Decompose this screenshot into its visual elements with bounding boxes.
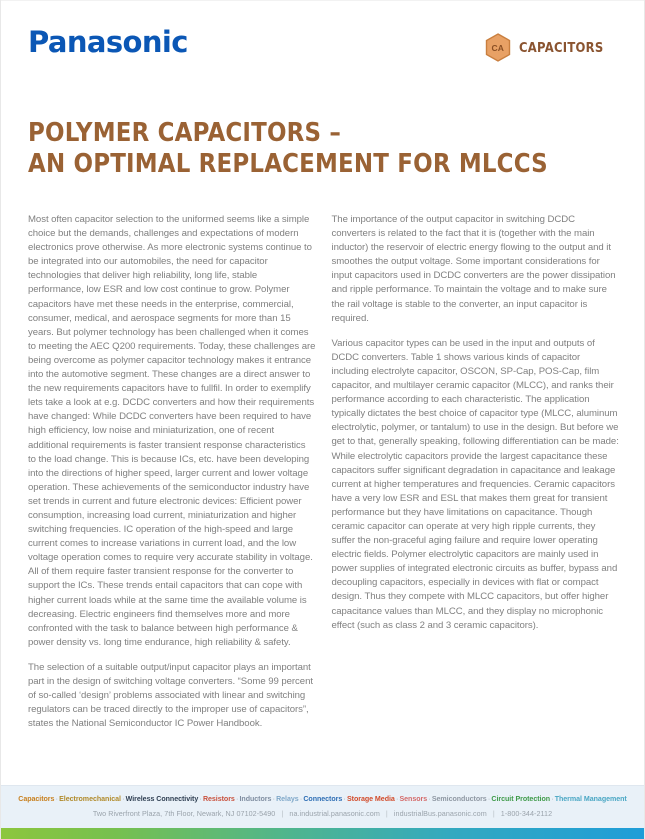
footer-link-sensors[interactable]: Sensors (399, 795, 428, 803)
page-title-line-2: AN OPTIMAL REPLACEMENT FOR MLCCS (28, 149, 548, 179)
category-badge-text: CA (491, 42, 505, 53)
footer-link-separator: · (343, 795, 346, 803)
hexagon-icon (485, 33, 511, 62)
footer-link-separator: · (395, 795, 399, 803)
page-title-line-1: POLYMER CAPACITORS – (28, 118, 342, 148)
footer-link-storage-media[interactable]: Storage Media (346, 795, 395, 803)
footer-link-circuit-protection[interactable]: Circuit Protection (491, 795, 551, 803)
footer-link-capacitors[interactable]: Capacitors (18, 795, 55, 803)
footer-link-separator: · (272, 795, 275, 803)
page-title (28, 118, 618, 180)
footer-link-separator: · (299, 795, 303, 803)
footer-link-separator: · (428, 795, 431, 803)
footer-site-link-2[interactable]: industrialBus.panasonic.com (393, 809, 487, 818)
footer-link-semiconductors[interactable]: Semiconductors (431, 795, 487, 803)
footer-contact-line (1, 809, 644, 818)
footer-link-thermal-management[interactable]: Thermal Management (554, 795, 627, 803)
footer-link-relays[interactable]: Relays (276, 795, 299, 803)
left-column (28, 213, 316, 731)
paragraph: The selection of a suitable output/input capacitor plays an important part in the design of switching voltage converters. “Some 99 percent of so-called ‘design’ problems associated with linear and switching regulators can be traced directly to the improper use of capacitors”, states the National Semiconductor IC Power Handbook. (28, 661, 313, 730)
page-header (1, 0, 644, 92)
footer-link-separator: · (55, 795, 58, 803)
footer-link-inductors[interactable]: Inductors (239, 795, 272, 803)
footer-separator: | (281, 809, 284, 818)
footer-link-resistors[interactable]: Resistors (202, 795, 235, 803)
panasonic-logo: Panasonic (28, 25, 188, 59)
footer-link-electromechanical[interactable]: Electromechanical (59, 795, 121, 803)
footer-link-separator: · (122, 795, 125, 803)
footer-link-wireless-connectivity[interactable]: Wireless Connectivity (125, 795, 199, 803)
article-body (28, 213, 619, 731)
footer-link-connectors[interactable]: Connectors (303, 795, 343, 803)
category-label: CAPACITORS (518, 39, 604, 56)
paragraph: Various capacitor types can be used in the input and outputs of DCDC converters. Table 1 shows various kinds of capacitor including electrolyte capacitor, OSCON, SP-Cap, POS-Cap, film capacitor, and multilayer ceramic capacitor (MLCC), and ranks their performance according to each characteristic. The application typically dictates the best choice of capacitor type (MLCC, aluminum electrolytic, polymer, or tantalum) to use in the design. But before we get to that, generally speaking, following differentiation can be made: While electrolytic capacitors provide the largest capacitance these capacitors suffer significant degradation in capacitance and leakage current at higher temperatures and frequencies. Ceramic capacitors have a very low ESR and ESL that makes them great for transient performance but they have limitations on capacitance. Though ceramic capacitor can operate at very high ripple currents, they suffer the non-graceful aging failure and require lower operating electric fields. Polymer electrolytic capacitors are mainly used in power supplies of integrated electronic circuits as buffer, bypass and decoupling capacitors, especially in devices with flat or compact design. Thus they compete with MLCC capacitors, but offer higher capacitance values than MLCC, and they display no microphonic effect (such as class 2 and 3 ceramic capacitors). (331, 337, 619, 631)
footer-category-links (1, 794, 644, 804)
footer-link-separator: · (236, 795, 239, 803)
footer-gradient-bar (1, 828, 644, 839)
footer-site-link-1[interactable]: na.industrial.panasonic.com (289, 809, 380, 818)
footer-address-text: Two Riverfront Plaza, 7th Floor, Newark, NJ 07102-5490 (92, 809, 276, 818)
footer-separator: | (492, 809, 495, 818)
right-column (332, 213, 620, 731)
footer-link-separator: · (551, 795, 554, 803)
footer-phone[interactable]: 1-800-344-2112 (500, 809, 553, 818)
category-badge-group (485, 33, 617, 62)
footer-link-separator: · (199, 795, 202, 803)
page-footer (1, 785, 644, 839)
footer-link-separator: · (487, 795, 491, 803)
footer-separator: | (385, 809, 388, 818)
paragraph: The importance of the output capacitor in switching DCDC converters is related to the fact that it is (together with the main inductor) the reservoir of electric energy flowing to the output and it smoothes the output voltage. Some important considerations for input capacitors used in DCDC converters are the power dissipation and ripple performance. To maintain the voltage and to make sure the rail voltage is stable to the converter, an input capacitor is required. (331, 214, 616, 324)
paragraph: Most often capacitor selection to the uniformed seems like a simple choice but the demands, challenges and expectations of modern electronics prove otherwise. As more electronic systems continue to be integrated into our automobiles, the need for capacitor technologies that deliver high reliability, long life, stable performance, low ESR and low cost continue to grow. Polymer capacitors have met these needs in the enterprise, commercial, consumer, medical, and aerospace segments for more than 15 years. But polymer technology has been challenged when it comes to meeting the AEC Q200 requirements. Today, these challenges are being overcome as polymer capacitor technology makes it entrance into the automotive segment. These changes are a direct answer to the new requirements capacitors have to fullfil. In order to exemplify lets take a look at e.g. DCDC converters and how their requirements have changed: While DCDC converters have been required to have high efficiency, low noise and miniaturization, one of recent additional requirements is faster transient response characteristics to the load change. This is because ICs, etc. have been developing into the directions of higher speed, larger current and lower voltage operation. These achievements of the semiconductor industry have set trends in current and future electronic devices: Efficient power consumption, increasing load current, miniaturization and higher switching frequencies. IC operation of the high-speed and large current comes to increase variations in current load, and the low voltage operation comes to require very accurate stability in voltage. All of them require faster transient response for the converter to support the ICs. These trends entail capacitors that can cope with higher current loads while at the same time the available volume is decreasing. Electric engineers find themselves more and more confronted with the task to balance between high performance & power density vs. long time endurance, high reliability & safety. (28, 214, 316, 648)
